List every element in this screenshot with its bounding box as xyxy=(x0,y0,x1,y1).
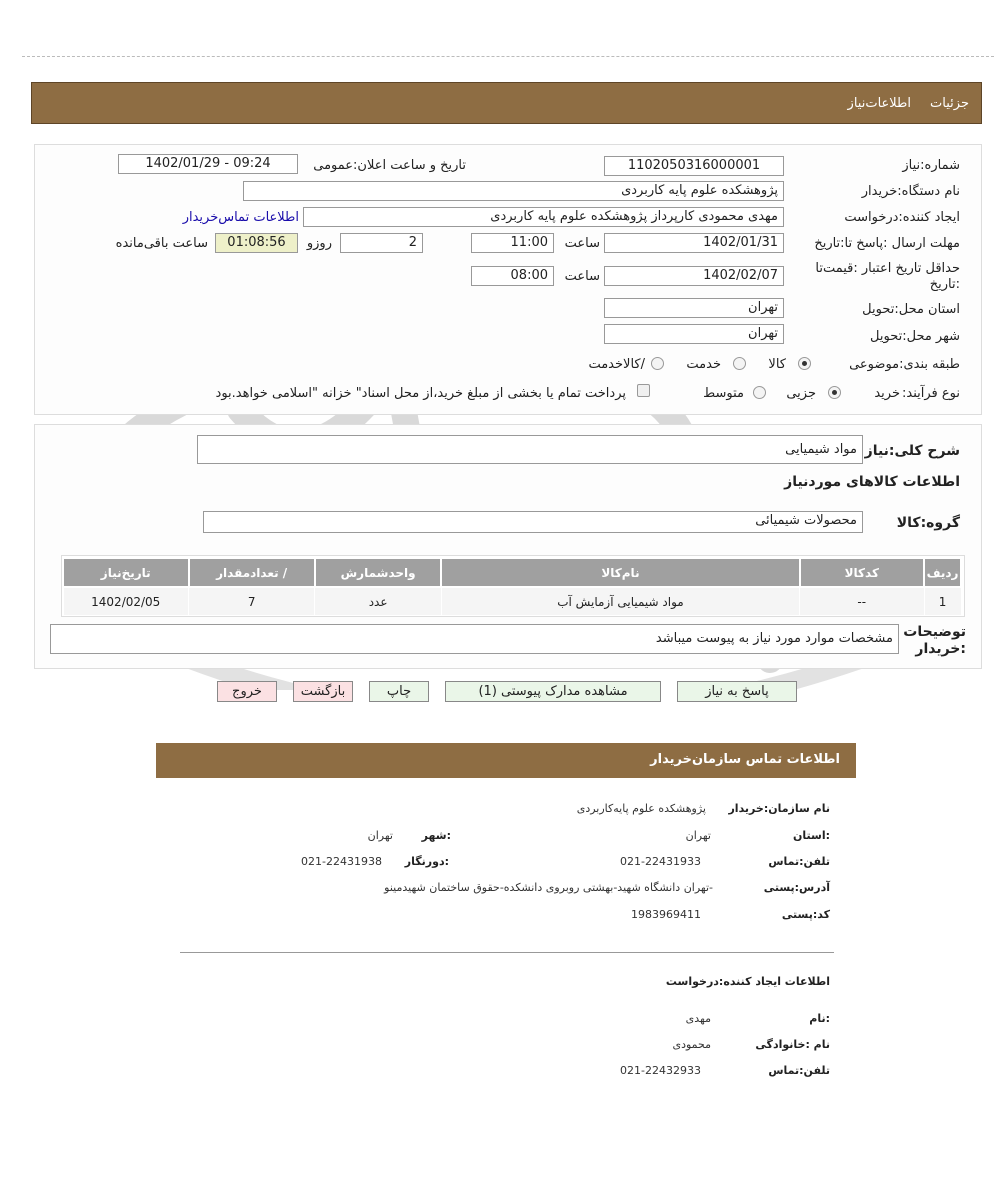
requester-name-label: :نام xyxy=(809,1012,830,1025)
table-row xyxy=(63,587,961,616)
print-button[interactable]: چاپ xyxy=(369,681,429,702)
category-option-goods-service: /کالاخدمت xyxy=(588,357,645,372)
request-creator-label: ایجاد کننده:درخواست xyxy=(844,210,960,225)
contact-divider xyxy=(180,952,834,953)
cell-unit: عدد xyxy=(315,587,442,616)
process-buy-text: خرید xyxy=(874,386,900,401)
contact-city-label: :شهر xyxy=(421,829,451,842)
category-radio-goods[interactable] xyxy=(798,357,811,370)
delivery-city-label: شهر محل:تحویل xyxy=(870,329,960,344)
cell-code: -- xyxy=(800,587,925,616)
category-radio-goods-service[interactable] xyxy=(651,357,664,370)
buyer-notes-label-1: توضیحات xyxy=(903,624,966,640)
goods-info-title: اطلاعات کالاهای موردنیاز xyxy=(784,474,960,490)
contact-phone-value: 021-22431933 xyxy=(620,855,701,868)
delivery-province-label: استان محل:تحویل xyxy=(862,302,960,317)
requester-title: اطلاعات ایجاد کننده:درخواست xyxy=(665,975,830,988)
price-validity-label-1: حداقل تاریخ اعتبار :قیمت‌تا xyxy=(815,261,960,276)
announce-date-label: تاریخ و ساعت اعلان:عمومی xyxy=(313,158,466,173)
contact-postal-label: کد:پستی xyxy=(781,908,830,921)
deadline-hour-label: ساعت xyxy=(564,236,600,251)
summary-label: شرح کلی:نیاز xyxy=(864,443,960,459)
back-button[interactable]: بازگشت xyxy=(293,681,353,702)
reply-button[interactable]: پاسخ به نیاز xyxy=(677,681,797,702)
contact-province-label: :استان xyxy=(793,829,830,842)
buyer-notes-label-2: :خریدار xyxy=(915,641,966,657)
validity-date-field: 1402/02/07 xyxy=(604,266,784,286)
goods-table xyxy=(62,557,962,616)
contact-postal-value: 1983969411 xyxy=(631,908,701,921)
buyer-contact-title: اطلاعات تماس سازمان‌خریدار xyxy=(650,752,840,767)
contact-city-value: تهران xyxy=(367,829,393,842)
days-remaining-field: 2 xyxy=(340,233,423,253)
category-label: طبقه بندی:موضوعی xyxy=(849,357,960,372)
delivery-province-field: تهران xyxy=(604,298,784,318)
category-option-service: خدمت xyxy=(686,357,721,372)
delivery-city-field: تهران xyxy=(604,324,784,344)
requester-phone-value: 021-22432933 xyxy=(620,1064,701,1077)
buyer-contact-link[interactable]: اطلاعات تماس‌خریدار xyxy=(182,210,299,225)
requester-family-value: محمودی xyxy=(672,1038,711,1051)
contact-address-value: -تهران دانشگاه شهید-بهشتی روبروی دانشکده-حقوق ساختمان شهیدمینو xyxy=(384,881,713,894)
contact-province-value: تهران xyxy=(685,829,711,842)
process-option-minor: جزیی xyxy=(786,386,816,401)
buyer-contact-header xyxy=(156,743,856,778)
days-label: روزو xyxy=(306,236,332,251)
buyer-notes-field: مشخصات موارد مورد نیاز به پیوست میباشد xyxy=(50,624,899,654)
cell-row-number: 1 xyxy=(924,587,961,616)
contact-address-label: آدرس:پستی xyxy=(763,881,830,894)
remaining-time-label: ساعت باقی‌مانده xyxy=(115,236,208,251)
col-header-name: نام‌کالا xyxy=(441,558,799,587)
contact-org-value: پژوهشکده علوم پایه‌کاربردی xyxy=(576,802,706,815)
buyer-org-label: نام دستگاه:خریدار xyxy=(861,184,960,199)
deadline-date-field: 1402/01/31 xyxy=(604,233,784,253)
treasury-payment-note: پرداخت تمام یا بخشی از مبلغ خرید،از محل اسناد" خزانه "اسلامی خواهد.بود xyxy=(215,386,626,401)
col-header-code: کدکالا xyxy=(800,558,925,587)
request-creator-field: مهدی محمودی کارپرداز پژوهشکده علوم پایه کاربردی xyxy=(303,207,784,227)
col-header-quantity: / تعدادمقدار xyxy=(189,558,315,587)
attachments-button[interactable]: مشاهده مدارک پیوستی (1) xyxy=(445,681,661,702)
contact-fax-label: :دورنگار xyxy=(404,855,449,868)
contact-org-label: نام سازمان:خریدار xyxy=(728,802,830,815)
tab-need-info[interactable]: اطلاعات‌نیاز xyxy=(847,96,911,111)
need-number-label: شماره:نیاز xyxy=(902,158,960,173)
deadline-label: مهلت ارسال :پاسخ تا:تاریخ xyxy=(814,236,960,251)
process-radio-minor[interactable] xyxy=(828,386,841,399)
tab-details[interactable]: جزئیات xyxy=(930,96,969,111)
validity-time-field: 08:00 xyxy=(471,266,554,286)
goods-group-label: گروه:کالا xyxy=(896,515,960,531)
cell-need-date: 1402/02/05 xyxy=(63,587,189,616)
process-option-medium: متوسط xyxy=(703,386,744,401)
details-header-bar xyxy=(31,82,982,124)
goods-group-field: محصولات شیمیائی xyxy=(203,511,863,533)
requester-name-value: مهدی xyxy=(685,1012,711,1025)
category-option-goods: کالا xyxy=(768,357,786,372)
price-validity-label-2: :تاریخ xyxy=(929,277,960,292)
col-header-need-date: تاریخ‌نیاز xyxy=(63,558,189,587)
process-radio-medium[interactable] xyxy=(753,386,766,399)
cell-name: مواد شیمیایی آزمایش آب xyxy=(441,587,799,616)
requester-phone-label: تلفن:تماس xyxy=(768,1064,830,1077)
contact-phone-label: تلفن:تماس xyxy=(768,855,830,868)
remaining-time-counter: 01:08:56 xyxy=(215,233,298,253)
process-type-label: نوع فرآیند: xyxy=(902,386,960,401)
category-radio-service[interactable] xyxy=(733,357,746,370)
top-dashed-divider xyxy=(22,56,994,57)
cell-quantity: 7 xyxy=(189,587,315,616)
validity-hour-label: ساعت xyxy=(564,269,600,284)
col-header-row: ردیف xyxy=(924,558,961,587)
buyer-org-field: پژوهشکده علوم پایه کاربردی xyxy=(243,181,784,201)
requester-family-label: نام :خانوادگی xyxy=(755,1038,830,1051)
exit-button[interactable]: خروج xyxy=(217,681,277,702)
need-number-field: 1102050316000001 xyxy=(604,156,784,176)
col-header-unit: واحدشمارش xyxy=(315,558,442,587)
deadline-time-field: 11:00 xyxy=(471,233,554,253)
announce-date-field: 1402/01/29 - 09:24 xyxy=(118,154,298,174)
treasury-payment-checkbox[interactable] xyxy=(637,384,650,397)
contact-fax-value: 021-22431938 xyxy=(301,855,382,868)
summary-field: مواد شیمیایی xyxy=(197,435,863,464)
